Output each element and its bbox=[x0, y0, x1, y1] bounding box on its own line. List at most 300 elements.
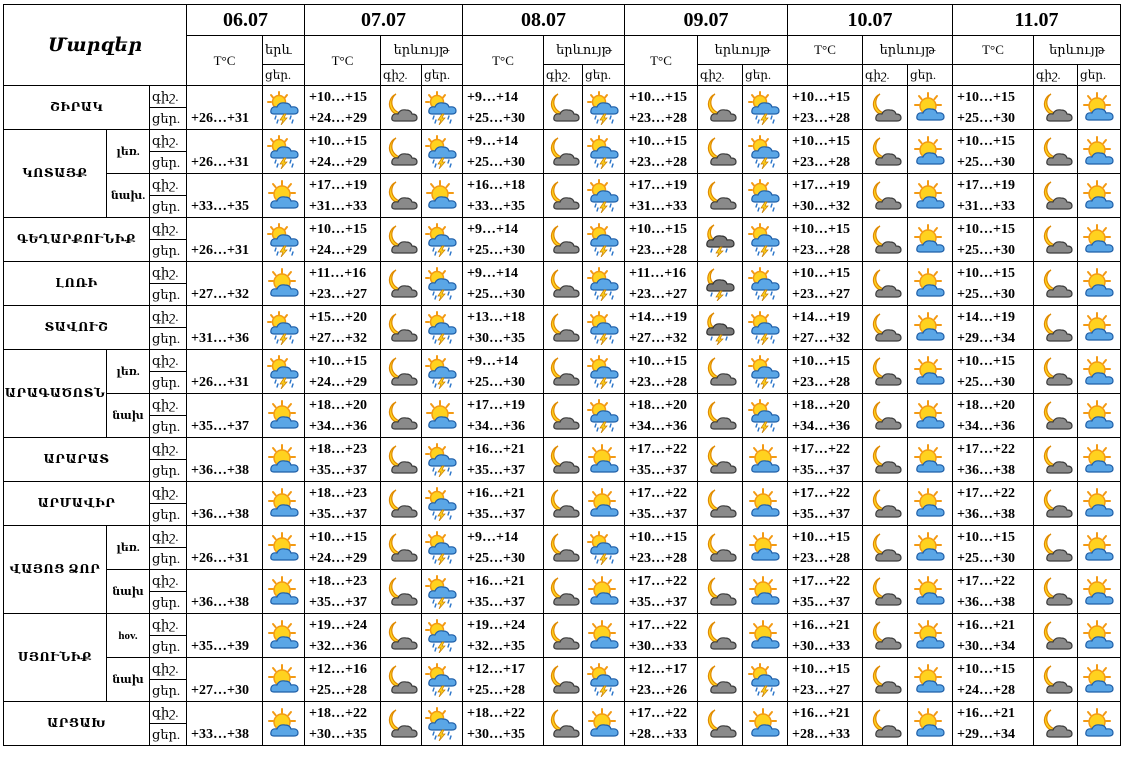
night-temperature: +10…+15 bbox=[792, 221, 850, 237]
day-temperature: +32…+35 bbox=[467, 638, 525, 654]
temperature-cell bbox=[463, 218, 544, 262]
day-label: ցեր. bbox=[150, 284, 187, 306]
moon-cloud-icon bbox=[544, 223, 582, 257]
weather-icon-cell bbox=[863, 262, 908, 306]
subregion-label: նախ bbox=[107, 394, 150, 438]
night-label: գիշ. bbox=[150, 570, 187, 592]
weather-icon-cell bbox=[743, 702, 788, 746]
night-temperature: +10…+15 bbox=[957, 353, 1015, 369]
night-temperature: +9…+14 bbox=[467, 133, 518, 149]
moon-cloud-icon bbox=[698, 531, 742, 565]
temperature-cell bbox=[953, 614, 1034, 658]
sun-cloud-icon bbox=[1078, 663, 1120, 697]
weather-icon-cell bbox=[1078, 702, 1121, 746]
weather-icon-cell bbox=[1034, 482, 1078, 526]
weather-icon-cell bbox=[908, 394, 953, 438]
weather-icon-cell bbox=[263, 350, 305, 394]
weather-icon-cell bbox=[908, 306, 953, 350]
day-temperature: +23…+28 bbox=[629, 110, 687, 126]
subregion-label: լեռ. bbox=[107, 350, 150, 394]
moon-cloud-icon bbox=[1034, 443, 1077, 477]
sun-cloud-storm-icon bbox=[422, 355, 462, 389]
day-temperature: +25…+30 bbox=[467, 110, 525, 126]
weather-icon-cell bbox=[422, 394, 463, 438]
temperature-cell bbox=[625, 614, 698, 658]
day-temperature: +35…+37 bbox=[792, 594, 850, 610]
day-label: ցեր. bbox=[150, 240, 187, 262]
night-temperature: +10…+15 bbox=[309, 353, 367, 369]
weather-icon-cell bbox=[743, 658, 788, 702]
weather-icon-cell bbox=[1034, 438, 1078, 482]
weather-icon-cell bbox=[743, 482, 788, 526]
moon-cloud-icon bbox=[863, 575, 907, 609]
weather-icon-cell bbox=[381, 658, 422, 702]
date-header: 11.07 bbox=[953, 5, 1121, 36]
day-temperature: +36…+38 bbox=[957, 506, 1015, 522]
day-label: ցեր. bbox=[150, 196, 187, 218]
weather-icon-cell bbox=[1034, 702, 1078, 746]
temperature-cell: +31…+36 bbox=[187, 306, 263, 350]
night-temperature: +17…+22 bbox=[957, 441, 1015, 457]
moon-cloud-icon bbox=[1034, 399, 1077, 433]
sun-cloud-icon bbox=[263, 487, 304, 521]
day-temperature: +30…+33 bbox=[629, 638, 687, 654]
sun-cloud-storm-icon bbox=[422, 531, 462, 565]
sun-cloud-icon bbox=[1078, 91, 1120, 125]
weather-icon-cell bbox=[263, 614, 305, 658]
date-header: 09.07 bbox=[625, 5, 788, 36]
weather-icon-cell bbox=[743, 218, 788, 262]
temperature-cell bbox=[625, 482, 698, 526]
temperature-cell bbox=[463, 482, 544, 526]
day-temperature: +27…+32 bbox=[792, 330, 850, 346]
day-temperature: +28…+33 bbox=[792, 726, 850, 742]
night-label: գիշ. bbox=[150, 218, 187, 240]
day-temperature: +31…+33 bbox=[957, 198, 1015, 214]
region-name: ՇԻՐԱԿ bbox=[4, 86, 150, 130]
temperature-cell bbox=[953, 570, 1034, 614]
weather-icon-cell bbox=[908, 482, 953, 526]
night-temperature: +9…+14 bbox=[467, 221, 518, 237]
weather-icon-cell bbox=[544, 570, 583, 614]
weather-icon-cell bbox=[422, 570, 463, 614]
temperature-cell bbox=[788, 570, 863, 614]
moon-cloud-icon bbox=[698, 91, 742, 125]
day-temperature: +34…+36 bbox=[467, 418, 525, 434]
temperature-cell bbox=[953, 218, 1034, 262]
moon-cloud-icon bbox=[863, 399, 907, 433]
sun-cloud-icon bbox=[908, 575, 952, 609]
weather-icon-cell bbox=[698, 614, 743, 658]
temperature-cell bbox=[463, 306, 544, 350]
sun-cloud-storm-icon bbox=[583, 663, 624, 697]
region-name: ԱՐՑԱԽ bbox=[4, 702, 150, 746]
temperature-cell: +36…+38 bbox=[187, 570, 263, 614]
moon-cloud-icon bbox=[698, 399, 742, 433]
weather-icon-cell bbox=[863, 658, 908, 702]
temperature-cell bbox=[305, 614, 381, 658]
temperature-cell bbox=[625, 174, 698, 218]
weather-icon-cell bbox=[743, 570, 788, 614]
night-temperature: +10…+15 bbox=[629, 353, 687, 369]
weather-icon-cell bbox=[583, 130, 625, 174]
weather-icon-cell bbox=[263, 658, 305, 702]
weather-icon-cell bbox=[544, 130, 583, 174]
sun-cloud-icon bbox=[1078, 707, 1120, 741]
day-temperature: +23…+28 bbox=[792, 550, 850, 566]
sun-cloud-icon bbox=[908, 311, 952, 345]
night-temperature: +9…+14 bbox=[467, 265, 518, 281]
weather-icon-cell bbox=[263, 526, 305, 570]
weather-icon-cell bbox=[1078, 438, 1121, 482]
sun-cloud-storm-icon bbox=[583, 399, 624, 433]
night-temperature: +17…+22 bbox=[792, 573, 850, 589]
temperature-cell bbox=[305, 658, 381, 702]
day-label: ցեր. bbox=[150, 680, 187, 702]
day-label: ցեր. bbox=[150, 416, 187, 438]
temperature-cell bbox=[953, 702, 1034, 746]
night-temperature: +10…+15 bbox=[629, 133, 687, 149]
moon-cloud-icon bbox=[544, 267, 582, 301]
day-temperature: +35…+37 bbox=[629, 506, 687, 522]
day-label: ցեր. bbox=[150, 372, 187, 394]
forecast-table bbox=[3, 4, 1121, 746]
weather-icon-cell bbox=[1078, 526, 1121, 570]
weather-icon-cell bbox=[422, 438, 463, 482]
temperature-cell bbox=[463, 570, 544, 614]
moon-cloud-icon bbox=[1034, 311, 1077, 345]
day-temperature: +23…+28 bbox=[792, 110, 850, 126]
sun-cloud-icon bbox=[583, 619, 624, 653]
weather-icon-cell bbox=[863, 482, 908, 526]
temperature-cell bbox=[305, 86, 381, 130]
night-temperature: +10…+15 bbox=[792, 89, 850, 105]
weather-icon-cell bbox=[583, 614, 625, 658]
day-label: ցեր. bbox=[150, 636, 187, 658]
temperature-cell: +35…+39 bbox=[187, 614, 263, 658]
weather-icon-cell bbox=[863, 394, 908, 438]
weather-icon-cell bbox=[583, 86, 625, 130]
weather-icon-cell bbox=[1078, 658, 1121, 702]
weather-icon-cell bbox=[422, 218, 463, 262]
moon-cloud-icon bbox=[863, 663, 907, 697]
weather-icon-cell bbox=[583, 262, 625, 306]
sun-cloud-icon bbox=[908, 135, 952, 169]
temperature-cell bbox=[305, 482, 381, 526]
weather-icon-cell bbox=[698, 86, 743, 130]
weather-icon-cell bbox=[863, 438, 908, 482]
night-temperature: +17…+22 bbox=[629, 705, 687, 721]
sun-cloud-icon bbox=[1078, 267, 1120, 301]
weather-icon-cell bbox=[381, 702, 422, 746]
temperature-cell bbox=[953, 658, 1034, 702]
day-temperature: +23…+26 bbox=[629, 682, 687, 698]
weather-icon-cell bbox=[381, 350, 422, 394]
weather-icon-cell bbox=[422, 614, 463, 658]
weather-icon-cell bbox=[743, 394, 788, 438]
night-temperature: +16…+21 bbox=[792, 705, 850, 721]
subregion-label: նախ. bbox=[107, 174, 150, 218]
night-temperature: +10…+15 bbox=[309, 529, 367, 545]
weather-icon-cell bbox=[698, 394, 743, 438]
sun-cloud-storm-icon bbox=[743, 179, 787, 213]
weather-icon-cell bbox=[698, 174, 743, 218]
night-label: գիշ. bbox=[150, 394, 187, 416]
night-temperature: +17…+22 bbox=[792, 441, 850, 457]
weather-icon-cell bbox=[381, 570, 422, 614]
weather-icon-cell bbox=[422, 658, 463, 702]
temperature-cell bbox=[788, 526, 863, 570]
weather-icon-cell bbox=[263, 130, 305, 174]
weather-icon-cell bbox=[1078, 482, 1121, 526]
day-label: ցեր. bbox=[150, 460, 187, 482]
weather-icon-cell bbox=[544, 174, 583, 218]
day-temperature: +25…+30 bbox=[467, 154, 525, 170]
weather-icon-cell bbox=[263, 174, 305, 218]
weather-icon-cell bbox=[422, 482, 463, 526]
sun-cloud-storm-icon bbox=[263, 311, 304, 345]
temperature-cell bbox=[625, 526, 698, 570]
moon-cloud-icon bbox=[544, 355, 582, 389]
day-temperature: +34…+36 bbox=[629, 418, 687, 434]
night-temperature: +10…+15 bbox=[792, 661, 850, 677]
temperature-cell bbox=[463, 262, 544, 306]
weather-icon-cell bbox=[908, 350, 953, 394]
sun-cloud-icon bbox=[908, 91, 952, 125]
table-header bbox=[4, 5, 1121, 86]
weather-icon-cell bbox=[863, 570, 908, 614]
weather-icon-cell bbox=[544, 86, 583, 130]
subregion-label: նախ bbox=[107, 570, 150, 614]
moon-cloud-icon bbox=[381, 135, 421, 169]
day-temperature: +35…+37 bbox=[792, 462, 850, 478]
region-name: ՎԱՅՈՑ ՁՈՐ bbox=[4, 526, 107, 614]
night-temperature: +16…+21 bbox=[467, 485, 525, 501]
night-temperature: +10…+15 bbox=[957, 221, 1015, 237]
weather-icon-cell bbox=[1034, 526, 1078, 570]
weather-icon-cell bbox=[1078, 262, 1121, 306]
temperature-cell bbox=[463, 86, 544, 130]
day-temperature: +35…+37 bbox=[467, 506, 525, 522]
day-temperature: +25…+30 bbox=[957, 242, 1015, 258]
sun-cloud-storm-icon bbox=[583, 179, 624, 213]
sun-cloud-storm-icon bbox=[263, 355, 304, 389]
moon-cloud-icon bbox=[381, 223, 421, 257]
day-temperature: +24…+29 bbox=[309, 374, 367, 390]
weather-icon-cell bbox=[908, 130, 953, 174]
temperature-cell bbox=[953, 174, 1034, 218]
night-label: գիշ. bbox=[150, 306, 187, 328]
night-temperature: +17…+19 bbox=[309, 177, 367, 193]
day-temperature: +30…+35 bbox=[309, 726, 367, 742]
sun-cloud-storm-icon bbox=[583, 223, 624, 257]
sun-cloud-icon bbox=[1078, 531, 1120, 565]
temperature-cell bbox=[305, 218, 381, 262]
sun-cloud-icon bbox=[583, 487, 624, 521]
sun-cloud-storm-icon bbox=[422, 575, 462, 609]
temp-header: T°C bbox=[463, 36, 544, 86]
moon-cloud-icon bbox=[863, 487, 907, 521]
sun-cloud-icon bbox=[263, 663, 304, 697]
weather-icon-cell bbox=[263, 570, 305, 614]
moon-cloud-icon bbox=[863, 135, 907, 169]
weather-icon-cell bbox=[743, 86, 788, 130]
weather-icon-cell bbox=[698, 658, 743, 702]
region-name: ԱՐՄԱՎԻՐ bbox=[4, 482, 150, 526]
phenomenon-header: երևույթ bbox=[381, 36, 463, 65]
weather-icon-cell bbox=[583, 658, 625, 702]
weather-icon-cell bbox=[863, 614, 908, 658]
sun-cloud-storm-icon bbox=[583, 267, 624, 301]
weather-icon-cell bbox=[743, 306, 788, 350]
night-temperature: +16…+21 bbox=[792, 617, 850, 633]
night-temperature: +18…+20 bbox=[629, 397, 687, 413]
moon-cloud-icon bbox=[1034, 575, 1077, 609]
moon-cloud-icon bbox=[381, 311, 421, 345]
weather-icon-cell bbox=[1034, 86, 1078, 130]
temperature-cell bbox=[953, 86, 1034, 130]
weather-icon-cell bbox=[583, 438, 625, 482]
night-temperature: +10…+15 bbox=[957, 661, 1015, 677]
sun-cloud-icon bbox=[743, 531, 787, 565]
day-temperature: +25…+30 bbox=[957, 110, 1015, 126]
moon-cloud-icon bbox=[1034, 531, 1077, 565]
sun-cloud-icon bbox=[1078, 487, 1120, 521]
moon-cloud-icon bbox=[544, 487, 582, 521]
temperature-cell: +26…+31 bbox=[187, 130, 263, 174]
day-temperature: +30…+35 bbox=[467, 330, 525, 346]
temperature-cell bbox=[625, 262, 698, 306]
weather-icon-cell bbox=[1078, 130, 1121, 174]
temperature-cell bbox=[463, 702, 544, 746]
temperature-cell bbox=[625, 438, 698, 482]
temperature-cell bbox=[625, 394, 698, 438]
sun-cloud-storm-icon bbox=[422, 91, 462, 125]
sun-cloud-icon bbox=[908, 267, 952, 301]
empty-subheader bbox=[788, 65, 863, 86]
night-temperature: +10…+15 bbox=[629, 529, 687, 545]
temperature-cell bbox=[788, 262, 863, 306]
weather-icon-cell bbox=[743, 350, 788, 394]
sun-cloud-icon bbox=[583, 707, 624, 741]
weather-icon-cell bbox=[1078, 86, 1121, 130]
day-temperature: +23…+28 bbox=[792, 374, 850, 390]
night-temperature: +10…+15 bbox=[309, 221, 367, 237]
phenomenon-header: երևույթ bbox=[544, 36, 625, 65]
night-temperature: +16…+21 bbox=[957, 705, 1015, 721]
moon-cloud-icon bbox=[544, 399, 582, 433]
day-temperature: +25…+30 bbox=[957, 286, 1015, 302]
sun-cloud-icon bbox=[1078, 355, 1120, 389]
night-label: գիշ. bbox=[150, 262, 187, 284]
weather-icon-cell bbox=[908, 702, 953, 746]
temperature-cell bbox=[788, 174, 863, 218]
temperature-cell bbox=[788, 218, 863, 262]
day-temperature: +25…+30 bbox=[467, 242, 525, 258]
moon-cloud-icon bbox=[544, 531, 582, 565]
moon-cloud-icon bbox=[698, 179, 742, 213]
moon-storm-icon bbox=[698, 311, 742, 345]
sun-cloud-icon bbox=[1078, 179, 1120, 213]
weather-icon-cell bbox=[583, 218, 625, 262]
temperature-cell: +27…+30 bbox=[187, 658, 263, 702]
temperature-cell bbox=[788, 702, 863, 746]
moon-cloud-icon bbox=[863, 311, 907, 345]
sun-cloud-icon bbox=[743, 487, 787, 521]
phenomenon-header: երևույթ bbox=[863, 36, 953, 65]
night-temperature: +10…+15 bbox=[957, 265, 1015, 281]
sun-cloud-icon bbox=[1078, 399, 1120, 433]
day-temperature: +25…+30 bbox=[957, 550, 1015, 566]
moon-cloud-icon bbox=[381, 531, 421, 565]
corner-header: Մարզեր bbox=[4, 5, 187, 86]
day-temperature: +35…+37 bbox=[309, 462, 367, 478]
day-temperature: +23…+28 bbox=[629, 154, 687, 170]
day-temperature: +31…+33 bbox=[309, 198, 367, 214]
temperature-cell bbox=[625, 130, 698, 174]
night-temperature: +18…+22 bbox=[309, 705, 367, 721]
sun-cloud-icon bbox=[263, 267, 304, 301]
moon-cloud-icon bbox=[381, 443, 421, 477]
weather-icon-cell bbox=[863, 306, 908, 350]
weather-icon-cell bbox=[263, 262, 305, 306]
day-temperature: +23…+28 bbox=[629, 550, 687, 566]
weather-icon-cell bbox=[583, 526, 625, 570]
moon-cloud-icon bbox=[544, 619, 582, 653]
night-temperature: +17…+22 bbox=[792, 485, 850, 501]
weather-icon-cell bbox=[544, 438, 583, 482]
temperature-cell bbox=[788, 306, 863, 350]
weather-icon-cell bbox=[381, 438, 422, 482]
weather-icon-cell bbox=[422, 350, 463, 394]
weather-icon-cell bbox=[381, 482, 422, 526]
sun-cloud-storm-icon bbox=[422, 443, 462, 477]
empty-subheader bbox=[953, 65, 1034, 86]
night-temperature: +19…+24 bbox=[467, 617, 525, 633]
weather-icon-cell bbox=[863, 174, 908, 218]
moon-cloud-icon bbox=[863, 267, 907, 301]
day-temperature: +34…+36 bbox=[309, 418, 367, 434]
weather-icon-cell bbox=[422, 702, 463, 746]
weather-icon-cell bbox=[263, 702, 305, 746]
sun-cloud-storm-icon bbox=[583, 531, 624, 565]
moon-storm-icon bbox=[698, 223, 742, 257]
moon-cloud-icon bbox=[698, 135, 742, 169]
day-temperature: +33…+35 bbox=[467, 198, 525, 214]
day-temperature: +24…+29 bbox=[309, 110, 367, 126]
weather-icon-cell bbox=[1034, 658, 1078, 702]
weather-icon-cell bbox=[544, 394, 583, 438]
moon-cloud-icon bbox=[381, 575, 421, 609]
night-temperature: +13…+18 bbox=[467, 309, 525, 325]
night-temperature: +10…+15 bbox=[792, 265, 850, 281]
night-temperature: +10…+15 bbox=[792, 133, 850, 149]
temperature-cell bbox=[953, 394, 1034, 438]
weather-icon-cell bbox=[381, 306, 422, 350]
sun-cloud-storm-icon bbox=[422, 707, 462, 741]
temperature-cell bbox=[463, 614, 544, 658]
weather-icon-cell bbox=[908, 570, 953, 614]
night-temperature: +10…+15 bbox=[309, 133, 367, 149]
temperature-cell: +36…+38 bbox=[187, 482, 263, 526]
weather-icon-cell bbox=[908, 262, 953, 306]
weather-icon-cell bbox=[1078, 174, 1121, 218]
moon-cloud-icon bbox=[544, 311, 582, 345]
sun-cloud-icon bbox=[422, 399, 462, 433]
weather-icon-cell bbox=[698, 306, 743, 350]
moon-cloud-icon bbox=[863, 91, 907, 125]
weather-icon-cell bbox=[381, 86, 422, 130]
